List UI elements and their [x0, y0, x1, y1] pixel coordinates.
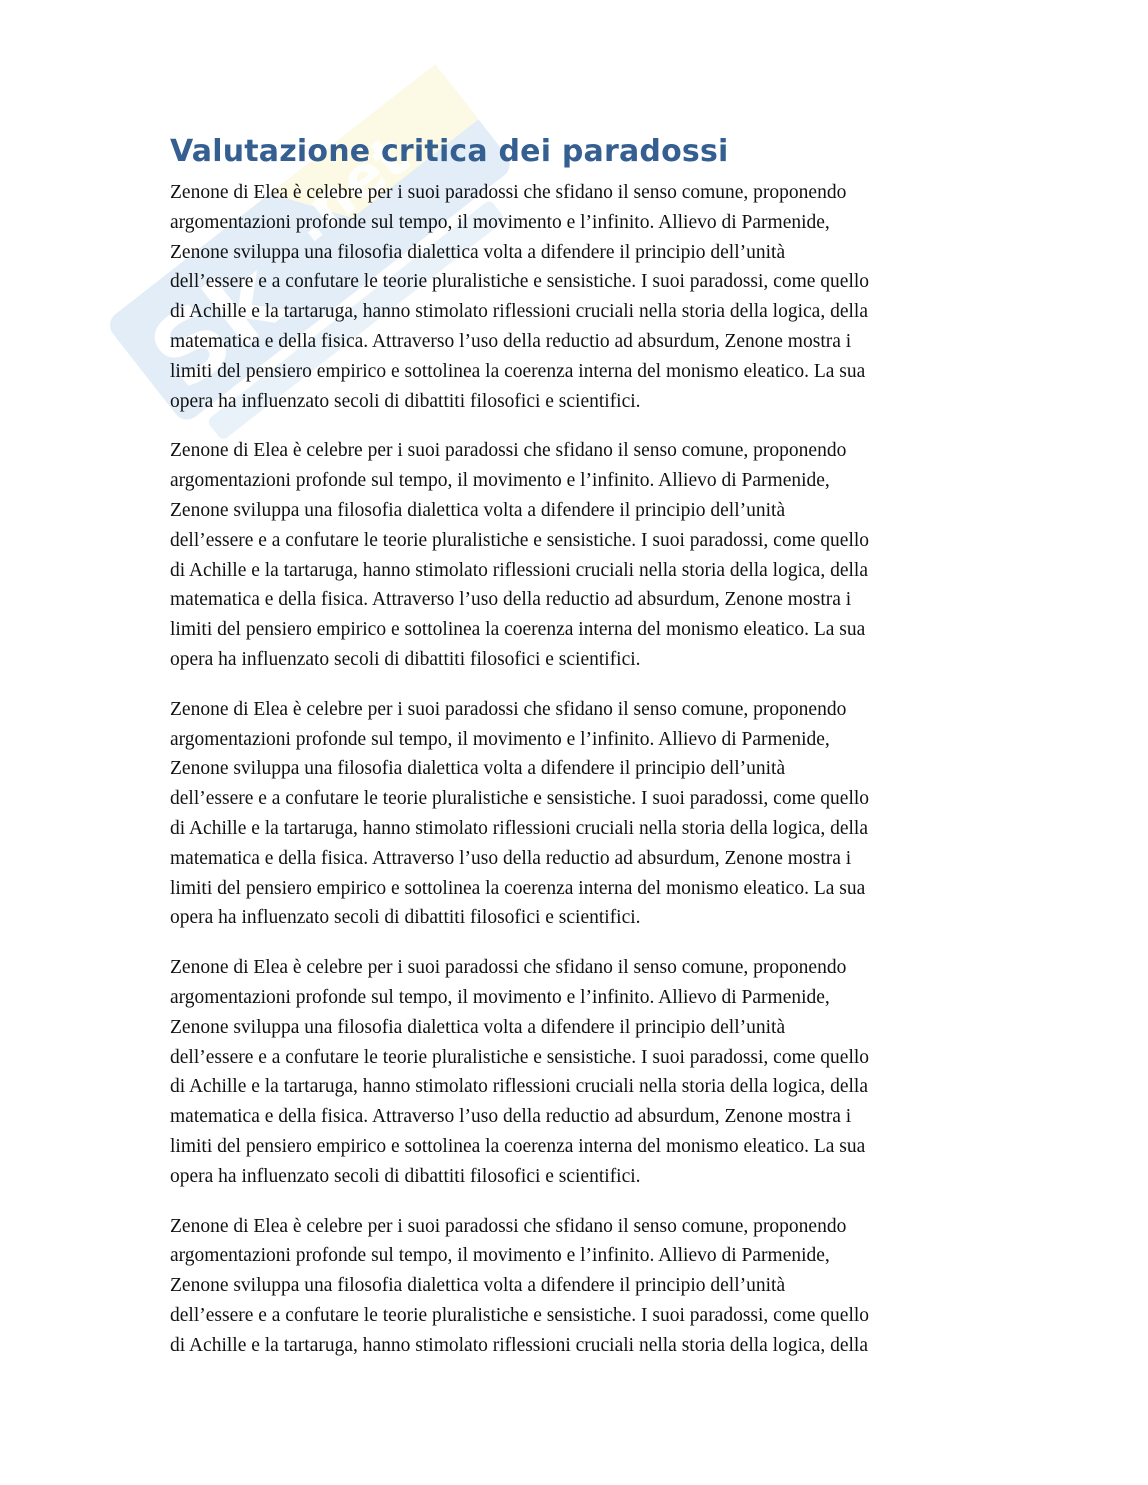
paragraph-line: Zenone sviluppa una filosofia dialettica volta a difendere il principio dell’unità: [170, 758, 786, 780]
paragraph-line: di Achille e la tartaruga, hanno stimolato riflessioni cruciali nella storia della logica, della: [170, 301, 868, 323]
svg-text:.net: .net: [276, 121, 422, 256]
paragraph-line: argomentazioni profonde sul tempo, il movimento e l’infinito. Allievo di Parmenide,: [170, 1245, 830, 1267]
body-paragraph: [170, 178, 982, 416]
paragraph-line: di Achille e la tartaruga, hanno stimolato riflessioni cruciali nella storia della logica, della: [170, 1334, 868, 1356]
paragraph-line: Zenone sviluppa una filosofia dialettica volta a difendere il principio dell’unità: [170, 499, 786, 521]
paragraph-line: di Achille e la tartaruga, hanno stimolato riflessioni cruciali nella storia della logica, della: [170, 1076, 868, 1098]
document-title: Valutazione critica dei paradossi: [170, 134, 729, 169]
paragraph-line: Zenone sviluppa una filosofia dialettica volta a difendere il principio dell’unità: [170, 1016, 786, 1038]
body-paragraph: [170, 1212, 982, 1361]
paragraph-line: Zenone di Elea è celebre per i suoi paradossi che sfidano il senso comune, proponendo: [170, 182, 847, 203]
paragraph-line: matematica e della fisica. Attraverso l’uso della reductio ad absurdum, Zenone mostra i: [170, 589, 852, 611]
paragraph-line: dell’essere e a confutare le teorie pluralistiche e sensistiche. I suoi paradossi, come quello: [170, 788, 870, 810]
paragraph-line: Zenone di Elea è celebre per i suoi paradossi che sfidano il senso comune, proponendo: [170, 1215, 847, 1237]
paragraph-line: argomentazioni profonde sul tempo, il movimento e l’infinito. Allievo di Parmenide,: [170, 211, 830, 233]
paragraph-line: matematica e della fisica. Attraverso l’uso della reductio ad absurdum, Zenone mostra i: [170, 847, 852, 869]
paragraph-line: dell’essere e a confutare le teorie pluralistiche e sensistiche. I suoi paradossi, come quello: [170, 1046, 870, 1068]
paragraph-line: opera ha influenzato secoli di dibattiti filosofici e scientifici.: [170, 390, 641, 412]
paragraph-line: argomentazioni profonde sul tempo, il movimento e l’infinito. Allievo di Parmenide,: [170, 470, 830, 492]
paragraph-line: argomentazioni profonde sul tempo, il movimento e l’infinito. Allievo di Parmenide,: [170, 728, 830, 750]
paragraph-line: di Achille e la tartaruga, hanno stimolato riflessioni cruciali nella storia della logica, della: [170, 559, 868, 581]
paragraph-line: matematica e della fisica. Attraverso l’uso della reductio ad absurdum, Zenone mostra i: [170, 330, 852, 352]
document-body: [170, 130, 982, 1380]
paragraph-line: dell’essere e a confutare le teorie pluralistiche e sensistiche. I suoi paradossi, come quello: [170, 271, 870, 293]
paragraph-line: argomentazioni profonde sul tempo, il movimento e l’infinito. Allievo di Parmenide,: [170, 986, 830, 1008]
paragraph-line: Zenone di Elea è celebre per i suoi paradossi che sfidano il senso comune, proponendo: [170, 698, 847, 720]
paragraph-line: opera ha influenzato secoli di dibattiti filosofici e scientifici.: [170, 648, 641, 670]
paragraph-line: limiti del pensiero empirico e sottolinea la coerenza interna del monismo eleatico. La sua: [170, 877, 866, 899]
svg-text:Sk: Sk: [130, 241, 304, 412]
body-paragraph: [170, 436, 982, 674]
paragraph-line: matematica e della fisica. Attraverso l’uso della reductio ad absurdum, Zenone mostra i: [170, 1106, 852, 1128]
paragraph-line: Zenone di Elea è celebre per i suoi paradossi che sfidano il senso comune, proponendo: [170, 957, 847, 979]
paragraph-line: limiti del pensiero empirico e sottolinea la coerenza interna del monismo eleatico. La sua: [170, 360, 866, 382]
paragraph-container: [170, 178, 982, 1360]
paragraph-line: limiti del pensiero empirico e sottolinea la coerenza interna del monismo eleatico. La sua: [170, 1135, 866, 1157]
paragraph-line: dell’essere e a confutare le teorie pluralistiche e sensistiche. I suoi paradossi, come quello: [170, 1304, 870, 1326]
paragraph-line: Zenone sviluppa una filosofia dialettica volta a difendere il principio dell’unità: [170, 241, 786, 263]
body-paragraph: [170, 695, 982, 933]
paragraph-line: Zenone di Elea è celebre per i suoi paradossi che sfidano il senso comune, proponendo: [170, 440, 847, 462]
paragraph-line: Zenone sviluppa una filosofia dialettica volta a difendere il principio dell’unità: [170, 1275, 786, 1297]
paragraph-line: opera ha influenzato secoli di dibattiti filosofici e scientifici.: [170, 907, 641, 929]
body-paragraph: [170, 953, 982, 1191]
paragraph-line: dell’essere e a confutare le teorie pluralistiche e sensistiche. I suoi paradossi, come quello: [170, 529, 870, 551]
paragraph-line: limiti del pensiero empirico e sottolinea la coerenza interna del monismo eleatico. La sua: [170, 619, 866, 641]
paragraph-line: opera ha influenzato secoli di dibattiti filosofici e scientifici.: [170, 1165, 641, 1187]
paragraph-line: di Achille e la tartaruga, hanno stimolato riflessioni cruciali nella storia della logica, della: [170, 817, 868, 839]
